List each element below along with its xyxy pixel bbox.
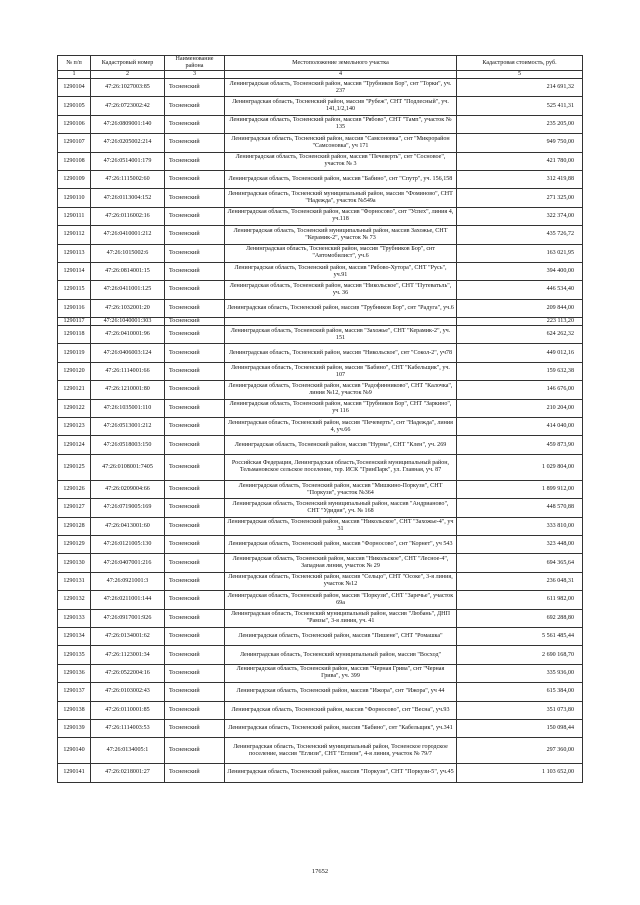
district-name: Тосненский: [165, 436, 225, 454]
cadastral-number: 47:26:0809001:140: [91, 115, 165, 133]
row-index: 1290121: [58, 381, 91, 399]
district-name: Тосненский: [165, 418, 225, 436]
location: Ленинградская область, Тосненский муниципальный район, массив "Восход": [225, 646, 457, 664]
location: Ленинградская область, Тосненский район, массив "Сельцо", СНТ "Осоке", 3-я линия, участок №12: [225, 572, 457, 590]
district-name: Тосненский: [165, 499, 225, 517]
district-name: Тосненский: [165, 244, 225, 262]
row-index: 1290132: [58, 591, 91, 609]
cadastral-number: 47:26:0121005:130: [91, 535, 165, 553]
cadastral-number: 47:26:0921001:3: [91, 572, 165, 590]
location: Ленинградская область, Тосненский муниципальный район, массив "Андрианово", СНТ "Удидия", уч. № 168: [225, 499, 457, 517]
cadastral-value: 611 982,00: [457, 591, 583, 609]
cadastral-number: 47:26:1027003:85: [91, 79, 165, 97]
table-row: [58, 326, 583, 344]
cadastral-value: 335 936,00: [457, 664, 583, 682]
district-name: Тосненский: [165, 554, 225, 572]
column-number: 2: [91, 71, 165, 79]
table-row: [58, 381, 583, 399]
cadastral-number: 47:26:0723002:42: [91, 97, 165, 115]
cadastral-value: 615 384,00: [457, 683, 583, 701]
row-index: 1290139: [58, 719, 91, 737]
row-index: 1290137: [58, 683, 91, 701]
cadastral-value: 214 691,32: [457, 79, 583, 97]
district-name: Тосненский: [165, 627, 225, 645]
row-index: 1290106: [58, 115, 91, 133]
table-row: [58, 572, 583, 590]
table-row: [58, 454, 583, 480]
cadastral-value: 312 419,88: [457, 170, 583, 188]
cadastral-value: 209 844,00: [457, 299, 583, 317]
location: Ленинградская область, Тосненский муниципальный район, массив "Фоминово", СНТ "Надежда", участок №549а: [225, 189, 457, 207]
cadastral-number: 47:26:0211001:144: [91, 591, 165, 609]
table-row: [58, 609, 583, 627]
cadastral-number: 47:26:0209004:66: [91, 480, 165, 498]
row-index: 1290107: [58, 134, 91, 152]
district-name: Тосненский: [165, 170, 225, 188]
location: Ленинградская область, Тосненский муниципальный район, массив Захожье, СНТ "Керамик-2", участок № 73: [225, 226, 457, 244]
district-name: Тосненский: [165, 719, 225, 737]
table-row: [58, 170, 583, 188]
cadastral-number: 47:26:0514001:179: [91, 152, 165, 170]
row-index: 1290126: [58, 480, 91, 498]
table-row: [58, 399, 583, 417]
table-row: [58, 535, 583, 553]
row-index: 1290111: [58, 207, 91, 225]
document-sheet: [57, 55, 582, 783]
location: Ленинградская область, Тосненский район, массив "Никольское", СНТ "Лесное-4", Западная линия, участок № 29: [225, 554, 457, 572]
location: Российская Федерация, Ленинградская область,Тосненский муниципальный район, Тельмановское сельское поселение, тер. ИСК "ГринПарк", ул. Главная, уч. 87: [225, 454, 457, 480]
location: Ленинградская область, Тосненский район, массив "Рябово-Хутора", СНТ "Русь", уч.91: [225, 262, 457, 280]
cadastral-number: 47:26:1123001:34: [91, 646, 165, 664]
cadastral-value: 1 103 652,00: [457, 764, 583, 782]
table-row: [58, 189, 583, 207]
district-name: Тосненский: [165, 738, 225, 764]
cadastral-number: 47:26:1040001:303: [91, 318, 165, 326]
district-name: Тосненский: [165, 226, 225, 244]
column-number-row: [58, 71, 583, 79]
cadastral-number: 47:26:0814001:15: [91, 262, 165, 280]
district-name: Тосненский: [165, 97, 225, 115]
district-name: Тосненский: [165, 115, 225, 133]
cadastral-value: 150 098,44: [457, 719, 583, 737]
row-index: 1290129: [58, 535, 91, 553]
cadastral-value: 446 534,40: [457, 281, 583, 299]
row-index: 1290108: [58, 152, 91, 170]
cadastral-value: 692 288,80: [457, 609, 583, 627]
district-name: Тосненский: [165, 683, 225, 701]
cadastral-number: 47:26:1035001:110: [91, 399, 165, 417]
cadastral-number: 47:26:1114001:66: [91, 362, 165, 380]
district-name: Тосненский: [165, 535, 225, 553]
cadastral-value: 414 040,00: [457, 418, 583, 436]
cadastral-number: 47:26:0108001:7405: [91, 454, 165, 480]
row-index: 1290138: [58, 701, 91, 719]
row-index: 1290104: [58, 79, 91, 97]
cadastral-value: 271 325,00: [457, 189, 583, 207]
row-index: 1290112: [58, 226, 91, 244]
cadastral-number: 47:26:1015002:6: [91, 244, 165, 262]
table-row: [58, 97, 583, 115]
location: Ленинградская область, Тосненский район, массив "Никольское", снт "Сокол-2", уч78: [225, 344, 457, 362]
table-row: [58, 418, 583, 436]
header-location: Местоположение земельного участка: [225, 56, 457, 71]
cadastral-number: 47:26:0410001:212: [91, 226, 165, 244]
district-name: Тосненский: [165, 646, 225, 664]
row-index: 1290130: [58, 554, 91, 572]
column-number: 5: [457, 71, 583, 79]
location: Ленинградская область, Тосненский район, массив "Форносово", снт "Весна", уч.93: [225, 701, 457, 719]
cadastral-value: 323 448,00: [457, 535, 583, 553]
cadastral-number: 47:26:0410001:96: [91, 326, 165, 344]
header-cadastral-value: Кадастровая стоимость, руб.: [457, 56, 583, 71]
district-name: Тосненский: [165, 609, 225, 627]
cadastral-number: 47:26:0103002:43: [91, 683, 165, 701]
cadastral-value: 435 726,72: [457, 226, 583, 244]
location: Ленинградская область, Тосненский район, массив "Трубников Бор", СНТ "Заркино", уч 116: [225, 399, 457, 417]
table-row: [58, 362, 583, 380]
location: Ленинградская область, Тосненский район, массив "Трубников Бор", снт "Автомобилист", уч.6: [225, 244, 457, 262]
cadastral-value: 146 676,00: [457, 381, 583, 399]
table-row: [58, 207, 583, 225]
cadastral-number: 47:26:0134001:62: [91, 627, 165, 645]
row-index: 1290140: [58, 738, 91, 764]
cadastral-value: 394 400,00: [457, 262, 583, 280]
location: Ленинградская область, Тосненский район, массив "Мишкино-Поркузи", СНТ "Поркузи", участок №364: [225, 480, 457, 498]
cadastral-value-table: [57, 55, 583, 783]
cadastral-value: 2 690 168,70: [457, 646, 583, 664]
header-cadastral-number: Кадастровый номер: [91, 56, 165, 71]
table-row: [58, 115, 583, 133]
district-name: Тосненский: [165, 262, 225, 280]
cadastral-value: 163 021,95: [457, 244, 583, 262]
page-number: 17652: [311, 868, 329, 875]
district-name: Тосненский: [165, 326, 225, 344]
row-index: 1290127: [58, 499, 91, 517]
row-index: 1290110: [58, 189, 91, 207]
district-name: Тосненский: [165, 189, 225, 207]
district-name: Тосненский: [165, 664, 225, 682]
table-row: [58, 299, 583, 317]
cadastral-value: 459 873,90: [457, 436, 583, 454]
location: Ленинградская область, Тосненский район, массив "Нурма", СНТ "Клен", уч. 269: [225, 436, 457, 454]
district-name: Тосненский: [165, 299, 225, 317]
row-index: 1290119: [58, 344, 91, 362]
cadastral-value: 333 810,00: [457, 517, 583, 535]
cadastral-value: 449 012,16: [457, 344, 583, 362]
cadastral-number: 47:26:0411001:125: [91, 281, 165, 299]
cadastral-value: 5 561 485,44: [457, 627, 583, 645]
location: Ленинградская область, Тосненский район, массив "Никольское", СНТ "Захожье-4", уч 31: [225, 517, 457, 535]
district-name: Тосненский: [165, 399, 225, 417]
table-row: [58, 134, 583, 152]
location: Ленинградская область, Тосненский муниципальный район, Тосненское городское поселение, массив "Еглизи", СНТ "Еглизи", 4-я линия, участок № 79/7: [225, 738, 457, 764]
cadastral-value: 525 411,31: [457, 97, 583, 115]
cadastral-number: 47:26:0113004:152: [91, 189, 165, 207]
location: Ленинградская область, Тосненский район, массив "Поркузи", СНТ "Поркузи-5", уч.45: [225, 764, 457, 782]
district-name: Тосненский: [165, 281, 225, 299]
table-row: [58, 244, 583, 262]
location: Ленинградская область, Тосненский район, массив "Бабино", снт "Кабельщик", уч.341: [225, 719, 457, 737]
cadastral-number: 47:26:0917001:926: [91, 609, 165, 627]
location: Ленинградская область, Тосненский район, массив "Захожье", СНТ "Керамик-2", уч. 151: [225, 326, 457, 344]
location: Ленинградская область, Тосненский район, массив "Печеверть", снт "Сосновое", участок № 3: [225, 152, 457, 170]
district-name: Тосненский: [165, 480, 225, 498]
table-row: [58, 436, 583, 454]
row-index: 1290118: [58, 326, 91, 344]
location: Ленинградская область, Тосненский район, массив "Бабино", СНТ "Кабельщик", уч. 107: [225, 362, 457, 380]
row-index: 1290122: [58, 399, 91, 417]
district-name: Тосненский: [165, 701, 225, 719]
row-index: 1290125: [58, 454, 91, 480]
cadastral-value: 297 360,00: [457, 738, 583, 764]
cadastral-number: 47:26:0522004:16: [91, 664, 165, 682]
table-row: [58, 764, 583, 782]
district-name: Тосненский: [165, 318, 225, 326]
district-name: Тосненский: [165, 591, 225, 609]
cadastral-number: 47:26:1032001:20: [91, 299, 165, 317]
district-name: Тосненский: [165, 572, 225, 590]
table-row: [58, 719, 583, 737]
table-row: [58, 499, 583, 517]
table-body: [58, 79, 583, 783]
header-district: Наименование района: [165, 56, 225, 71]
cadastral-value: 351 073,80: [457, 701, 583, 719]
table-header-row: [58, 56, 583, 71]
row-index: 1290134: [58, 627, 91, 645]
cadastral-number: 47:26:0110001:85: [91, 701, 165, 719]
row-index: 1290141: [58, 764, 91, 782]
cadastral-value: 210 204,00: [457, 399, 583, 417]
row-index: 1290117: [58, 318, 91, 326]
column-number: 3: [165, 71, 225, 79]
cadastral-value: 694 365,64: [457, 554, 583, 572]
district-name: Тосненский: [165, 344, 225, 362]
table-row: [58, 554, 583, 572]
location: Ленинградская область, Тосненский район, массив "Радофинниково", СНТ "Калочка", линия №12, участок №9: [225, 381, 457, 399]
column-number: 4: [225, 71, 457, 79]
location: Ленинградская область, Тосненский район, массив "Ижора", снт "Ижора", уч 44: [225, 683, 457, 701]
row-index: 1290131: [58, 572, 91, 590]
district-name: Тосненский: [165, 79, 225, 97]
row-index: 1290135: [58, 646, 91, 664]
cadastral-number: 47:26:0218001:27: [91, 764, 165, 782]
table-row: [58, 591, 583, 609]
table-row: [58, 664, 583, 682]
table-row: [58, 738, 583, 764]
cadastral-value: 236 048,31: [457, 572, 583, 590]
cadastral-number: 47:26:1114003:53: [91, 719, 165, 737]
district-name: Тосненский: [165, 134, 225, 152]
cadastral-number: 47:26:0513001:212: [91, 418, 165, 436]
row-index: 1290120: [58, 362, 91, 380]
table-row: [58, 646, 583, 664]
cadastral-value: 159 632,38: [457, 362, 583, 380]
cadastral-value: 421 780,00: [457, 152, 583, 170]
cadastral-value: 235 205,00: [457, 115, 583, 133]
table-row: [58, 480, 583, 498]
district-name: Тосненский: [165, 152, 225, 170]
table-row: [58, 701, 583, 719]
table-row: [58, 262, 583, 280]
row-index: 1290128: [58, 517, 91, 535]
row-index: 1290133: [58, 609, 91, 627]
header-index: № п/п: [58, 56, 91, 71]
location: Ленинградская область, Тосненский район, массив "Рябово", СНТ "Тамп", участок № 135: [225, 115, 457, 133]
location: Ленинградская область, Тосненский район, массив "Пишене", СНТ "Ромашка": [225, 627, 457, 645]
row-index: 1290123: [58, 418, 91, 436]
cadastral-number: 47:26:0518003:150: [91, 436, 165, 454]
district-name: Тосненский: [165, 207, 225, 225]
location: Ленинградская область, Тосненский муниципальный район, массив "Любань", ДНП "Рамзы", 3-я линия, уч. 41: [225, 609, 457, 627]
row-index: 1290136: [58, 664, 91, 682]
location: Ленинградская область, Тосненский район, массив "Трубников Бор", снт "Торки", уч. 237: [225, 79, 457, 97]
cadastral-value: 1 899 912,00: [457, 480, 583, 498]
location: [225, 318, 457, 326]
location: Ленинградская область, Тосненский район, массив "Форносово", снт "Корнет", уч 543: [225, 535, 457, 553]
cadastral-value: 322 374,00: [457, 207, 583, 225]
table-row: [58, 79, 583, 97]
cadastral-number: 47:26:1115002:60: [91, 170, 165, 188]
table-row: [58, 281, 583, 299]
cadastral-number: 47:26:0116002:16: [91, 207, 165, 225]
table-row: [58, 226, 583, 244]
district-name: Тосненский: [165, 362, 225, 380]
column-number: 1: [58, 71, 91, 79]
row-index: 1290109: [58, 170, 91, 188]
location: Ленинградская область, Тосненский район, массив "Самсоновка", снт "Микрорайон "Самсоновка", уч 171: [225, 134, 457, 152]
location: Ленинградская область, Тосненский район, массив "Бабино", снт "Спутр", уч. 156,158: [225, 170, 457, 188]
district-name: Тосненский: [165, 764, 225, 782]
location: Ленинградская область, Тосненский район, массив "Трубников Бор", снт "Радуга", уч.6: [225, 299, 457, 317]
row-index: 1290113: [58, 244, 91, 262]
table-row: [58, 344, 583, 362]
row-index: 1290115: [58, 281, 91, 299]
location: Ленинградская область, Тосненский район, массив "Печеверть", снт "Надежда", линия 4, уч.66: [225, 418, 457, 436]
location: Ленинградская область, Тосненский район, массив "Поркузи", СНТ "Заречье", участок 69а: [225, 591, 457, 609]
location: Ленинградская область, Тосненский район, массив "Черная Грива", снт "Черная Грива", уч. 399: [225, 664, 457, 682]
table-row: [58, 318, 583, 326]
cadastral-value: 1 029 804,00: [457, 454, 583, 480]
cadastral-number: 47:26:0205002:214: [91, 134, 165, 152]
cadastral-number: 47:26:0719005:169: [91, 499, 165, 517]
row-index: 1290116: [58, 299, 91, 317]
cadastral-number: 47:26:1210001:80: [91, 381, 165, 399]
district-name: Тосненский: [165, 454, 225, 480]
location: Ленинградская область, Тосненский район, массив "Никольское", СНТ "Путеватьль", уч. 36: [225, 281, 457, 299]
cadastral-value: 223 113,20: [457, 318, 583, 326]
district-name: Тосненский: [165, 381, 225, 399]
cadastral-number: 47:26:0406003:124: [91, 344, 165, 362]
cadastral-value: 624 262,32: [457, 326, 583, 344]
cadastral-number: 47:26:0407001:216: [91, 554, 165, 572]
cadastral-number: 47:26:0134005:1: [91, 738, 165, 764]
table-row: [58, 517, 583, 535]
location: Ленинградская область, Тосненский район, массив "Рубеж", СНТ "Подлесный", уч. 141,1/2,140: [225, 97, 457, 115]
cadastral-value: 448 570,88: [457, 499, 583, 517]
row-index: 1290114: [58, 262, 91, 280]
table-row: [58, 152, 583, 170]
district-name: Тосненский: [165, 517, 225, 535]
row-index: 1290105: [58, 97, 91, 115]
location: Ленинградская область, Тосненский район, массив "Форносово", снт "Успех", линия 4, уч.118: [225, 207, 457, 225]
cadastral-value: 949 750,00: [457, 134, 583, 152]
table-row: [58, 683, 583, 701]
row-index: 1290124: [58, 436, 91, 454]
table-row: [58, 627, 583, 645]
cadastral-number: 47:26:0413001:60: [91, 517, 165, 535]
